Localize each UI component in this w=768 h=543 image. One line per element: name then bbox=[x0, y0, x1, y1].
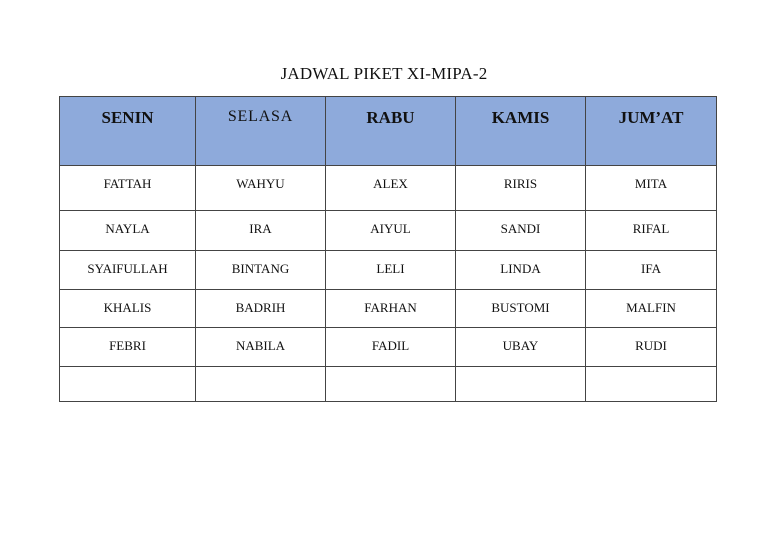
table-cell: FEBRI bbox=[60, 328, 196, 367]
table-cell: LELI bbox=[326, 251, 456, 290]
header-senin: SENIN bbox=[60, 97, 196, 166]
table-row bbox=[60, 251, 717, 290]
table-cell bbox=[196, 367, 326, 402]
table-cell bbox=[326, 367, 456, 402]
table-cell: RUDI bbox=[586, 328, 717, 367]
header-jumat: JUM’AT bbox=[586, 97, 717, 166]
table-cell: NABILA bbox=[196, 328, 326, 367]
table-cell: UBAY bbox=[456, 328, 586, 367]
table-cell: NAYLA bbox=[60, 211, 196, 251]
table-cell: WAHYU bbox=[196, 166, 326, 211]
table-cell: FATTAH bbox=[60, 166, 196, 211]
header-kamis: KAMIS bbox=[456, 97, 586, 166]
table-row bbox=[60, 211, 717, 251]
table-row bbox=[60, 290, 717, 328]
header-row bbox=[60, 97, 717, 166]
table-cell: FADIL bbox=[326, 328, 456, 367]
table-cell: MITA bbox=[586, 166, 717, 211]
table-cell: BINTANG bbox=[196, 251, 326, 290]
table-cell: MALFIN bbox=[586, 290, 717, 328]
table-cell: RIFAL bbox=[586, 211, 717, 251]
table-row bbox=[60, 328, 717, 367]
table-cell: IFA bbox=[586, 251, 717, 290]
table-cell bbox=[60, 367, 196, 402]
table-cell: BADRIH bbox=[196, 290, 326, 328]
table-cell: AIYUL bbox=[326, 211, 456, 251]
table-cell: RIRIS bbox=[456, 166, 586, 211]
table-cell: BUSTOMI bbox=[456, 290, 586, 328]
header-rabu: RABU bbox=[326, 97, 456, 166]
table-cell: IRA bbox=[196, 211, 326, 251]
page-title: JADWAL PIKET XI-MIPA-2 bbox=[280, 64, 488, 83]
table-cell: LINDA bbox=[456, 251, 586, 290]
table-cell bbox=[456, 367, 586, 402]
table-row bbox=[60, 166, 717, 211]
table-cell bbox=[586, 367, 717, 402]
table-cell: ALEX bbox=[326, 166, 456, 211]
table-row-empty bbox=[60, 367, 717, 402]
header-selasa: SELASA bbox=[196, 97, 326, 166]
table-cell: SYAIFULLAH bbox=[60, 251, 196, 290]
table-cell: KHALIS bbox=[60, 290, 196, 328]
table-cell: FARHAN bbox=[326, 290, 456, 328]
schedule-table bbox=[59, 96, 717, 402]
table-cell: SANDI bbox=[456, 211, 586, 251]
